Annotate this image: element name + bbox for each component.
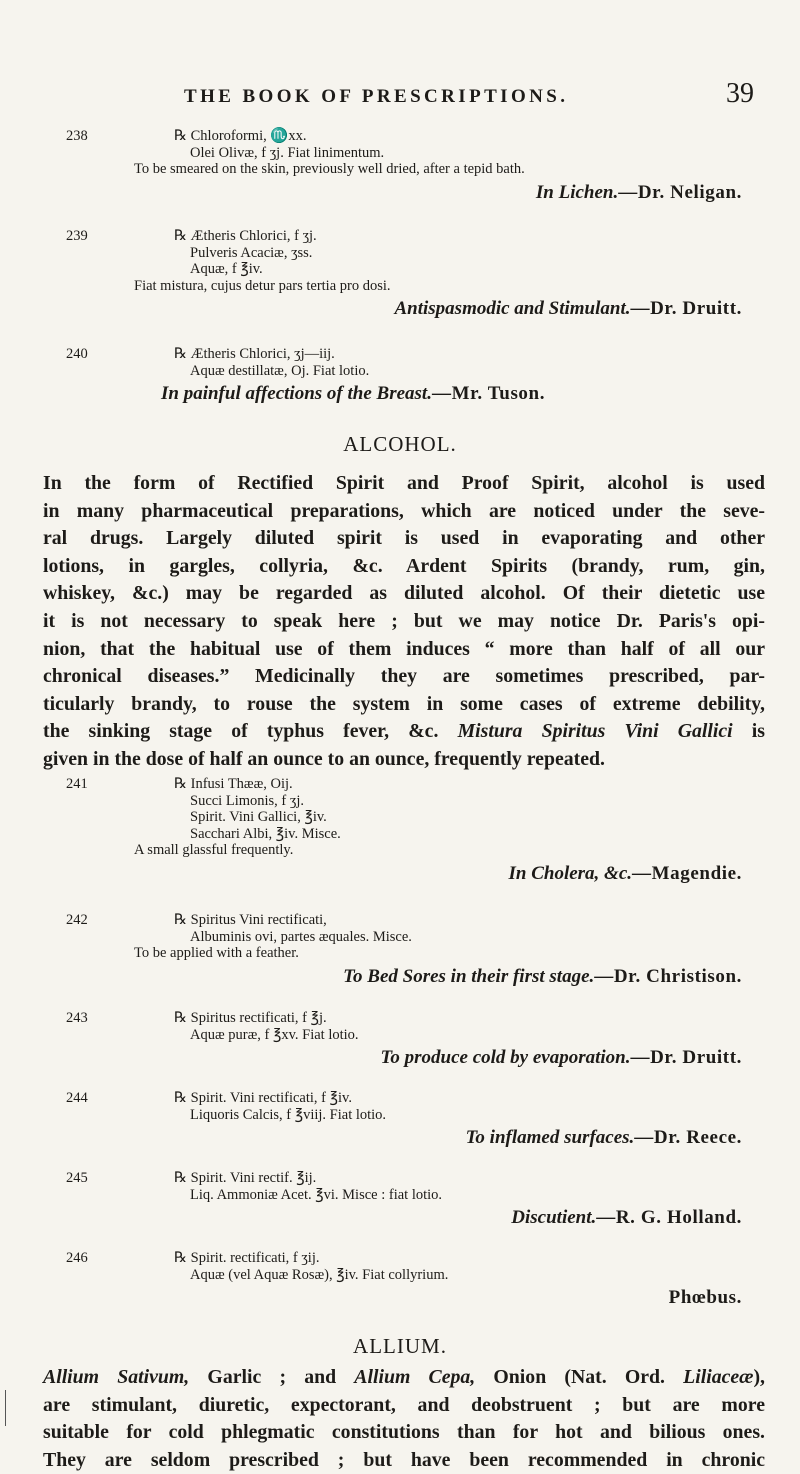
ingredient-line: ℞ Spirit. Vini rectif. ℥ij. — [174, 1170, 317, 1186]
text-line: nion, that the habitual use of them induces “ more than half of all our — [43, 637, 765, 660]
ingredient-line: ℞ Ætheris Chlorici, f ʒj. — [174, 228, 317, 244]
prescription-number: 243 — [66, 1010, 88, 1026]
italic-term: Liliaceæ — [683, 1366, 754, 1388]
text-line: lotions, in gargles, collyria, &c. Ardent Spirits (brandy, rum, gin, — [43, 554, 765, 577]
ingredient-line: Liquoris Calcis, f ℥viij. Fiat lotio. — [190, 1106, 387, 1123]
use-label: To Bed Sores in their first stage. — [343, 965, 595, 987]
ingredient-line: Spirit. Vini Gallici, ℥iv. — [190, 809, 327, 825]
text-line — [43, 718, 765, 746]
italic-term: Allium Sativum, — [43, 1366, 190, 1388]
use-label: Discutient. — [511, 1207, 597, 1228]
attribution — [66, 1285, 742, 1311]
prescription-number: 241 — [66, 776, 88, 792]
direction-line: Fiat mistura, cujus detur pars tertia pro dosi. — [134, 277, 391, 294]
allium-paragraph — [43, 1364, 765, 1474]
ingredient-line: ℞ Spirit. Vini rectificati, f ℥iv. — [174, 1090, 352, 1106]
text-line — [43, 1364, 765, 1392]
attribution — [66, 296, 742, 322]
author-label: Phœbus. — [668, 1287, 742, 1308]
ingredient-line: Aquæ destillatæ, Oj. Fiat lotio. — [190, 362, 370, 379]
text-run: is — [751, 720, 765, 743]
prescription-244 — [66, 1090, 766, 1151]
prescription-number: 246 — [66, 1250, 88, 1266]
direction-line: A small glassful frequently. — [134, 842, 294, 858]
text-line: ticularly brandy, to rouse the system in some cases of extreme debility, — [43, 692, 765, 715]
author-label: —Dr. Druitt. — [630, 298, 742, 319]
ingredient-line: Pulveris Acaciæ, ʒss. — [190, 244, 313, 261]
prescription-242 — [66, 912, 766, 990]
text-line: chronical diseases.” Medicinally they are sometimes prescribed, par- — [43, 665, 765, 688]
author-label: —Dr. Reece. — [634, 1127, 742, 1148]
prescription-number: 239 — [66, 228, 88, 244]
section-title-allium: ALLIUM. — [353, 1334, 447, 1358]
use-label: To inflamed surfaces. — [465, 1127, 635, 1148]
direction-line: To be smeared on the skin, previously well dried, after a tepid bath. — [134, 161, 525, 177]
prescription-number: 242 — [66, 912, 88, 928]
attribution — [66, 1045, 742, 1071]
attribution — [66, 964, 742, 990]
prescription-238 — [66, 128, 766, 206]
italic-term: Allium Cepa, — [354, 1366, 476, 1388]
text-line: In the form of Rectified Spirit and Proof Spirit, alcohol is used — [43, 472, 765, 494]
prescription-number: 238 — [66, 128, 88, 144]
prescription-number: 240 — [66, 346, 88, 362]
text-run: Garlic ; and — [189, 1366, 355, 1388]
text-line: in many pharmaceutical preparations, which are noticed under the seve- — [43, 499, 765, 522]
text-line: ral drugs. Largely diluted spirit is used in evaporating and other — [43, 527, 765, 550]
prescription-number: 244 — [66, 1090, 88, 1106]
author-label: —Magendie. — [632, 862, 742, 884]
attribution — [66, 1205, 742, 1231]
use-label: Antispasmodic and Stimulant. — [394, 298, 631, 319]
ingredient-line: Albuminis ovi, partes æquales. Misce. — [190, 928, 412, 945]
author-label: —Mr. Tuson. — [431, 383, 546, 404]
author-label: —R. G. Holland. — [596, 1207, 742, 1228]
prescription-246 — [66, 1250, 766, 1311]
attribution — [66, 1125, 742, 1151]
use-label: In Cholera, &c. — [508, 862, 633, 884]
ingredient-line: Succi Limonis, f ʒj. — [190, 792, 304, 809]
text-line: it is not necessary to speak here ; but we may notice Dr. Paris's opi- — [43, 609, 765, 632]
ingredient-line: ℞ Ætheris Chlorici, ʒj—iij. — [174, 346, 335, 362]
ingredient-line: Olei Olivæ, f ʒj. Fiat linimentum. — [190, 144, 385, 161]
text-run: the sinking stage of typhus fever, &c. — [43, 720, 439, 743]
use-label: In painful affections of the Breast. — [161, 383, 432, 404]
prescription-240 — [66, 346, 766, 407]
prescription-241 — [66, 776, 766, 887]
use-label: In Lichen. — [535, 181, 619, 203]
attribution — [66, 180, 742, 206]
ingredient-line: Sacchari Albi, ℥iv. Misce. — [190, 825, 341, 842]
page-number: 39 — [726, 78, 754, 109]
use-label: To produce cold by evaporation. — [380, 1047, 631, 1068]
attribution — [66, 861, 742, 887]
prescription-239 — [66, 228, 766, 322]
text-line: whiskey, &c.) may be regarded as diluted alcohol. Of their dietetic use — [43, 582, 765, 605]
attribution — [161, 381, 742, 407]
author-label: —Dr. Christison. — [594, 965, 742, 987]
direction-line: To be applied with a feather. — [134, 945, 299, 961]
ingredient-line: ℞ Spiritus Vini rectificati, — [174, 912, 327, 928]
ingredient-line: ℞ Spirit. rectificati, f ʒij. — [174, 1250, 320, 1266]
ingredient-line: Aquæ, f ℥iv. — [190, 261, 263, 277]
text-line: suitable for cold phlegmatic constitutions than for hot and bilious ones. — [43, 1421, 765, 1444]
author-label: —Dr. Neligan. — [618, 181, 742, 203]
prescription-number: 245 — [66, 1170, 88, 1186]
text-line: They are seldom prescribed ; but have been recommended in chronic — [43, 1448, 765, 1471]
ingredient-line: ℞ Spiritus rectificati, f ℥j. — [174, 1010, 327, 1026]
ingredient-line: ℞ Chloroformi, ♏xx. — [174, 128, 307, 144]
ingredient-line: Aquæ (vel Aquæ Rosæ), ℥iv. Fiat collyrium. — [190, 1266, 449, 1283]
text-line: are stimulant, diuretic, expectorant, and deobstruent ; but are more — [43, 1393, 765, 1416]
ingredient-line: Liq. Ammoniæ Acet. ℥vi. Misce : fiat lotio. — [190, 1186, 443, 1203]
prescription-245 — [66, 1170, 766, 1231]
alcohol-paragraph — [43, 470, 765, 774]
text-line: given in the dose of half an ounce to an ounce, frequently repeated. — [43, 747, 605, 770]
text-run: Onion (Nat. Ord. — [475, 1366, 684, 1388]
prescription-243 — [66, 1010, 766, 1071]
ingredient-line: ℞ Infusi Thææ, Oij. — [174, 776, 293, 792]
ingredient-line: Aquæ puræ, f ℥xv. Fiat lotio. — [190, 1026, 359, 1043]
italic-term: Mistura Spiritus Vini Gallici — [457, 720, 733, 743]
margin-rule — [5, 1390, 6, 1426]
author-label: —Dr. Druitt. — [630, 1047, 742, 1068]
running-head: THE BOOK OF PRESCRIPTIONS. — [184, 86, 569, 107]
text-run: ), — [753, 1366, 765, 1388]
section-title-alcohol: ALCOHOL. — [343, 432, 457, 456]
